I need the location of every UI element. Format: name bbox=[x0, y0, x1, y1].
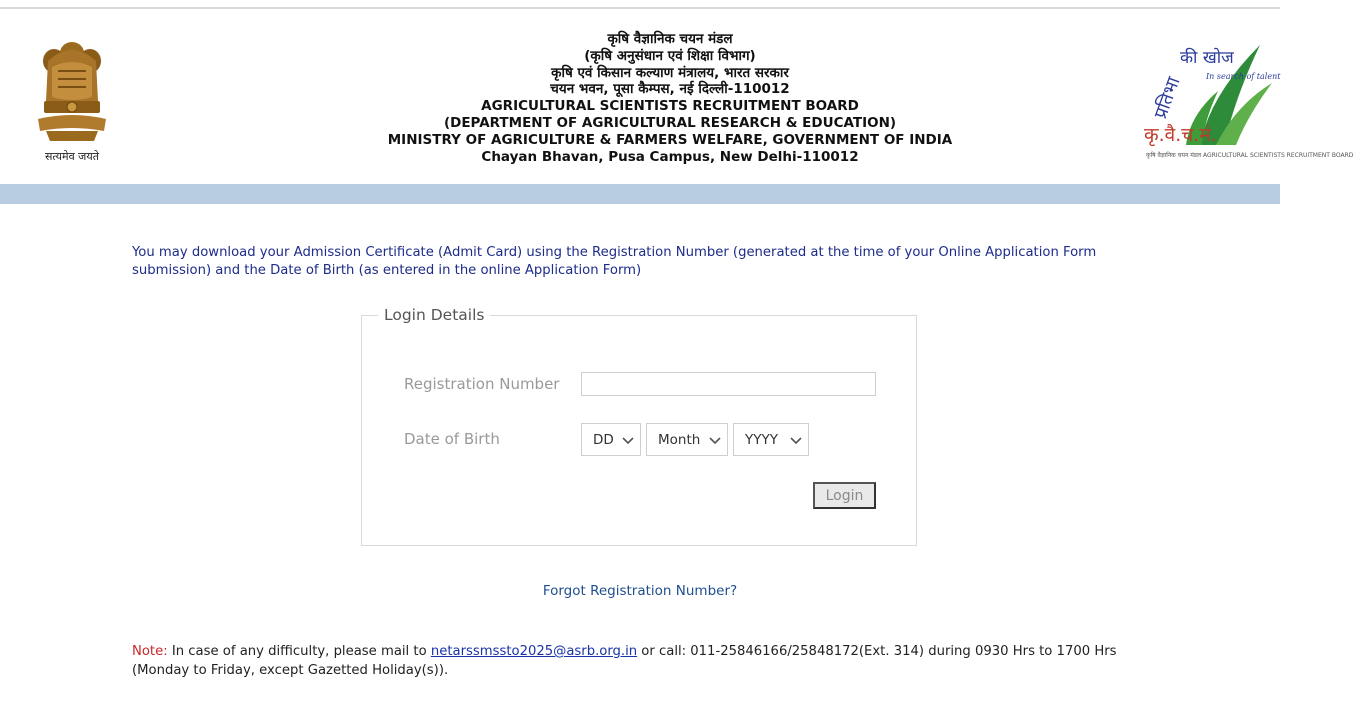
header-band bbox=[0, 184, 1280, 204]
note-text-after: or call: 011-25846166/25848172(Ext. 314) during 0930 Hrs to 1700 Hrs (Monday to Friday, except Gazetted Holiday(s)). bbox=[132, 644, 1117, 678]
national-emblem-icon bbox=[28, 31, 116, 149]
logo-english-text: In search of talent bbox=[1206, 72, 1281, 81]
logo-hindi-text: की खोज bbox=[1180, 48, 1234, 68]
instructions-text: You may download your Admission Certificate (Admit Card) using the Registration Number (generated at the time of your Online Application Form submission) and the Date of Birth (as entered in the online Application Form) bbox=[132, 245, 1097, 278]
heading-line: MINISTRY OF AGRICULTURE & FARMERS WELFARE, GOVERNMENT OF INDIA bbox=[387, 131, 953, 148]
emblem-caption: सत्यमेव जयते bbox=[44, 150, 99, 163]
national-emblem bbox=[28, 31, 116, 171]
dob-day-select[interactable] bbox=[581, 423, 641, 456]
heading-line: (कृषि अनुसंधान एवं शिक्षा विभाग) bbox=[584, 47, 756, 64]
dob-month-value: Month bbox=[658, 431, 701, 448]
chevron-down-icon bbox=[621, 433, 635, 447]
asrb-logo-icon bbox=[1140, 35, 1281, 149]
dob-day-value: DD bbox=[593, 431, 614, 448]
heading-line: AGRICULTURAL SCIENTISTS RECRUITMENT BOARD bbox=[481, 98, 859, 115]
asrb-logo bbox=[1140, 35, 1353, 175]
heading-line: चयन भवन, पूसा कैम्पस, नई दिल्ली-110012 bbox=[550, 81, 790, 98]
chevron-down-icon bbox=[708, 433, 722, 447]
logo-caption: कृषि वैज्ञानिक चयन मंडल AGRICULTURAL SCIENTISTS RECRUITMENT BOARD bbox=[1146, 152, 1353, 159]
logo-hindi-vertical: प्रतिभा bbox=[1150, 74, 1185, 122]
note-text-before: In case of any difficulty, please mail to bbox=[167, 644, 431, 659]
page-header bbox=[0, 9, 1353, 184]
heading-line: Chayan Bhavan, Pusa Campus, New Delhi-110012 bbox=[481, 148, 859, 165]
dob-year-select[interactable] bbox=[733, 423, 809, 456]
forgot-registration-link[interactable]: Forgot Registration Number? bbox=[542, 583, 738, 599]
note-label: Note: bbox=[132, 644, 168, 659]
date-of-birth-label: Date of Birth bbox=[404, 430, 500, 448]
support-email-link[interactable]: netarssmssto2025@asrb.org.in bbox=[430, 644, 638, 659]
heading-line: कृषि वैज्ञानिक चयन मंडल bbox=[607, 31, 733, 47]
logo-abbr: कृ.वै.च.मं. bbox=[1144, 124, 1217, 146]
login-button[interactable]: Login bbox=[813, 482, 876, 509]
organisation-heading bbox=[340, 31, 1000, 165]
chevron-down-icon bbox=[789, 433, 803, 447]
heading-line: कृषि एवं किसान कल्याण मंत्रालय, भारत सरकार bbox=[551, 64, 789, 81]
contact-note bbox=[132, 642, 1154, 680]
heading-line: (DEPARTMENT OF AGRICULTURAL RESEARCH & EDUCATION) bbox=[443, 114, 897, 131]
registration-number-input[interactable] bbox=[581, 372, 876, 396]
login-details-legend: Login Details bbox=[384, 306, 485, 324]
dob-year-value: YYYY bbox=[745, 431, 778, 448]
dob-month-select[interactable] bbox=[646, 423, 728, 456]
registration-number-label: Registration Number bbox=[404, 375, 560, 393]
